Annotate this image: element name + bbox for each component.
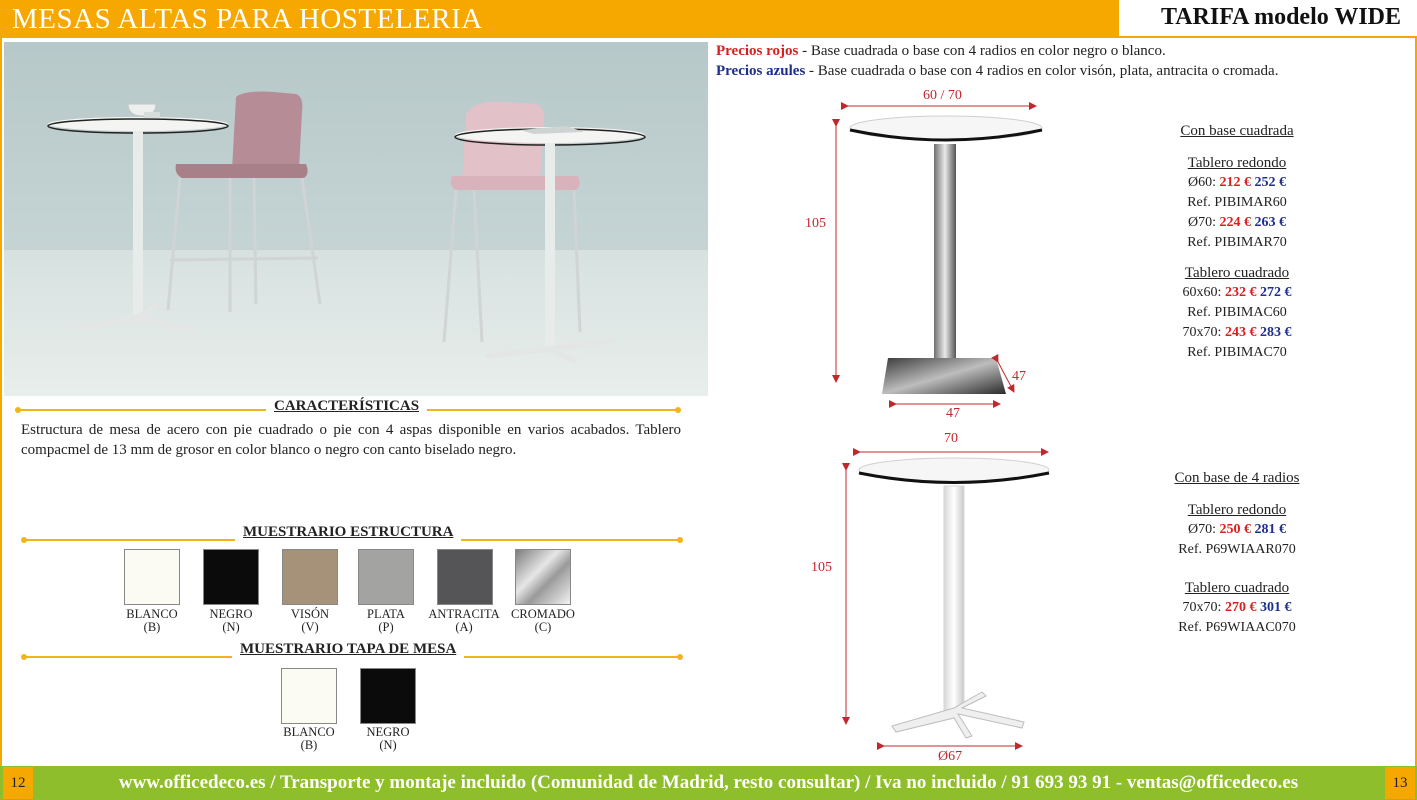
page-header [0, 0, 1417, 38]
dim-height-2: 105 [811, 560, 832, 575]
round-top-heading-2: Tablero redondo [1187, 502, 1287, 518]
square-top-heading: Tablero cuadrado [1184, 265, 1290, 281]
price-row-round-70: Ø70: 224 € 263 € [1188, 215, 1286, 230]
swatch-label: BLANCO (B) [126, 607, 178, 634]
tariff-title-box [1117, 0, 1417, 36]
table-square-base-drawing [800, 86, 1060, 416]
swatch-color [203, 549, 259, 605]
price-legend-red [716, 43, 1166, 60]
swatch-label: NEGRO (N) [209, 607, 253, 634]
table-4-spoke-base-drawing [826, 440, 1066, 760]
structure-samples-heading: MUESTRARIO ESTRUCTURA [235, 524, 461, 541]
swatch-color [437, 549, 493, 605]
top-samples-heading: MUESTRARIO TAPA DE MESA [232, 641, 464, 658]
ref-square-60: Ref. PIBIMAC60 [1187, 305, 1287, 320]
ref-round-60: Ref. PIBIMAR60 [1187, 195, 1287, 210]
dim-top-width: 60 / 70 [923, 88, 962, 103]
price-legend-blue [716, 63, 1278, 80]
square-top-heading-2: Tablero cuadrado [1184, 580, 1290, 596]
price-row-round-60: Ø60: 212 € 252 € [1188, 175, 1286, 190]
page-number-left: 12 [3, 767, 33, 799]
characteristics-heading: CARACTERÍSTICAS [266, 398, 427, 415]
red-price-text: - Base cuadrada o base con 4 radios en color negro o blanco. [798, 43, 1166, 59]
dim-base-width: 47 [946, 406, 960, 421]
spoke-base-prices [1157, 468, 1317, 638]
swatch-color [360, 668, 416, 724]
characteristics-text: Estructura de mesa de acero con pie cuadrado o pie con 4 aspas disponible en varios acabados. Tablero compacmel de 13 mm de grosor en color blanco o negro con canto biselado negro. [21, 422, 681, 458]
blue-price-text: - Base cuadrada o base con 4 radios en color visón, plata, antracita o cromada. [805, 63, 1279, 79]
swatch-label: VISÓN (V) [290, 607, 330, 634]
price-row-square-70-2: 70x70: 270 € 301 € [1182, 600, 1292, 615]
round-top-heading: Tablero redondo [1187, 155, 1287, 171]
section-square-base: Con base cuadrada [1180, 123, 1294, 139]
dim-height: 105 [805, 216, 826, 231]
ref-square-70: Ref. PIBIMAC70 [1187, 345, 1287, 360]
swatch-label: PLATA (P) [367, 607, 405, 634]
swatch-label: NEGRO (N) [366, 725, 410, 752]
footer-bar [0, 766, 1417, 800]
square-base-prices [1157, 121, 1317, 363]
red-price-label: Precios rojos [716, 43, 799, 59]
swatch-color [358, 549, 414, 605]
swatch-color [515, 549, 571, 605]
ref-square-70-2: Ref. P69WIAAC070 [1178, 620, 1296, 635]
dim-base-diameter: Ø67 [938, 749, 963, 764]
swatch-color [124, 549, 180, 605]
price-row-square-60: 60x60: 232 € 272 € [1182, 285, 1292, 300]
page-title: MESAS ALTAS PARA HOSTELERIA [12, 3, 483, 35]
price-row-square-70: 70x70: 243 € 283 € [1182, 325, 1292, 340]
page-number-right: 13 [1385, 767, 1415, 799]
product-photo [4, 42, 708, 396]
dim-base-depth: 47 [1012, 369, 1026, 384]
swatch-color [281, 668, 337, 724]
section-4-spoke-base: Con base de 4 radios [1174, 470, 1300, 486]
footer-contact-text: www.officedeco.es / Transporte y montaje incluido (Comunidad de Madrid, resto consultar) / Iva no incluido / 91 693 93 91 - ventas@officedeco.es [118, 772, 1299, 793]
ref-round-70-2: Ref. P69WIAAR070 [1178, 542, 1296, 557]
frame-left [0, 38, 2, 766]
swatch-color [282, 549, 338, 605]
ref-round-70: Ref. PIBIMAR70 [1187, 235, 1287, 250]
swatch-label: BLANCO (B) [283, 725, 335, 752]
price-row-round-70-2: Ø70: 250 € 281 € [1188, 522, 1286, 537]
product-photo-illustration [4, 42, 708, 396]
swatch-label: CROMADO (C) [511, 607, 575, 634]
blue-price-label: Precios azules [716, 63, 806, 79]
dim-top-width-2: 70 [944, 431, 958, 446]
tariff-title: TARIFA modelo WIDE [1160, 4, 1401, 30]
swatch-label: ANTRACITA (A) [428, 607, 500, 634]
